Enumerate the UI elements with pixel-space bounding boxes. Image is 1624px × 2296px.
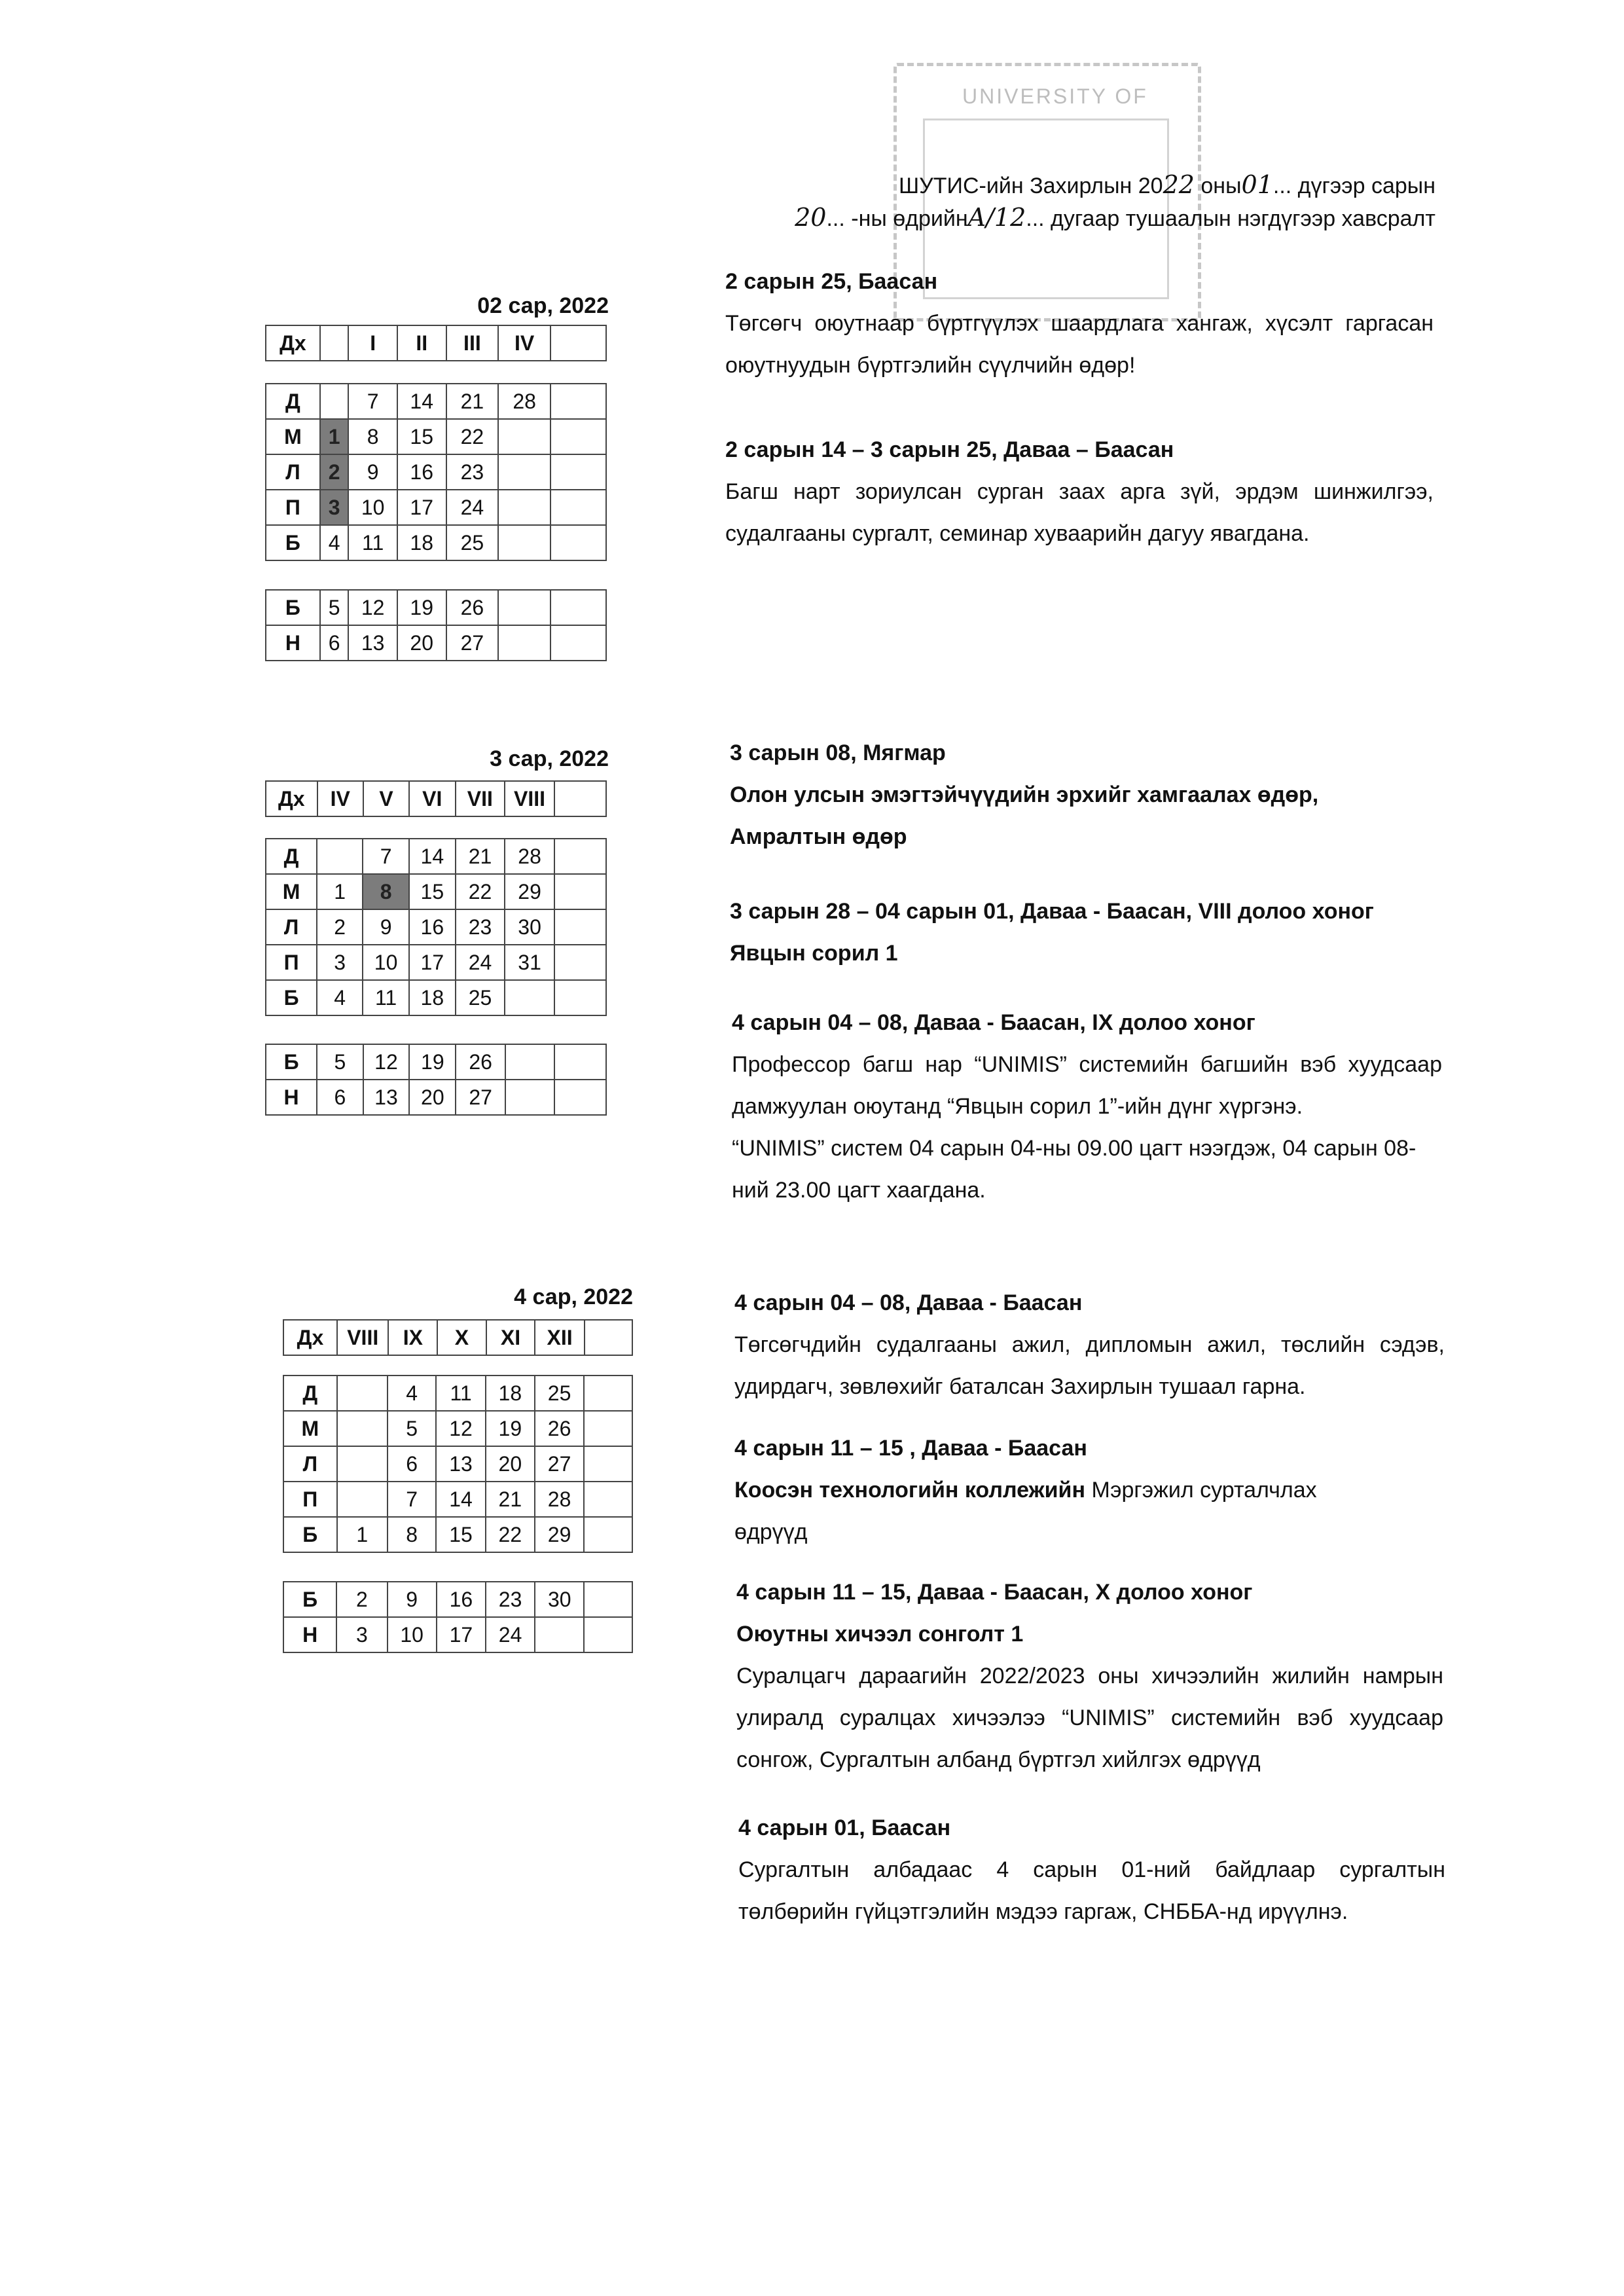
calendar-day-cell [584,1517,632,1552]
calendar-day-cell: 7 [388,1482,436,1517]
calendar-day-cell [554,874,606,909]
calendar-day-cell [584,1411,632,1446]
calendar-weekday-label: Б [283,1517,337,1552]
calendar-day-cell [550,419,606,454]
handwritten-month: 01 [1241,170,1273,199]
calendar-day-cell [535,1617,584,1652]
calendar-dx-label: Дх [266,781,317,816]
calendar-day-cell: 3 [320,490,349,525]
calendar-day-cell: 27 [456,1080,505,1115]
calendar-weekday-label: П [283,1482,337,1517]
calendar-day-cell: 10 [348,490,397,525]
calendar-day-cell: 10 [388,1617,437,1652]
event-title: 4 сарын 01, Баасан [738,1815,951,1840]
calendar-day-cell [498,454,550,490]
calendar-weekday-label: Н [266,625,320,661]
calendar-day-cell: 8 [363,874,409,909]
event-text: Төгсөгчдийн судалгааны ажил, дипломын ажил, төслийн сэдэв, удирдагч, зөвлөхийг баталсан Захирлын тушаал гарна. [734,1332,1445,1399]
calendar-day-cell: 18 [409,980,456,1015]
event-feb25 [725,261,1434,386]
calendar-weekday-label: Д [266,839,317,874]
event-mar28-apr01 [730,890,1443,974]
calendar-day-cell [550,625,606,661]
calendar-day-cell: 9 [348,454,397,490]
calendar-day-cell: 14 [409,839,456,874]
calendar-week-row [266,384,606,419]
calendar-weekday-label: Б [266,525,320,560]
event-text: Багш нарт зориулсан сурган заах арга зүй, эрдэм шинжилгээ, судалгааны сургалт, семинар хуваарийн дагуу явагдана. [725,479,1434,546]
event-title: 3 сарын 08, Мягмар [730,740,946,765]
calendar-weekday-label: Б [283,1582,336,1617]
calendar-day-cell: 17 [409,945,456,980]
calendar-day-cell [550,490,606,525]
calendar-day-cell [505,980,554,1015]
calendar-week-row [283,1376,632,1411]
calendar-week-number [550,325,606,361]
calendar-day-cell [498,490,550,525]
calendar-day-cell [320,384,349,419]
calendar-week-row [266,419,606,454]
calendar-week-row [266,945,606,980]
calendar-day-cell [498,419,550,454]
calendar-header-row [266,781,606,816]
calendar-week-row [266,874,606,909]
calendar-day-cell: 30 [505,909,554,945]
event-text-bold: Явцын сорил 1 [730,941,898,966]
event-apr04-08 [734,1282,1445,1408]
event-apr01 [738,1807,1445,1933]
calendar-weekday-label: Н [283,1617,336,1652]
calendar-mar-weekend [265,1044,607,1116]
calendar-day-cell: 3 [336,1617,387,1652]
calendar-day-cell: 24 [446,490,499,525]
event-text-rest: Мэргэжил сурталчлах өдрүүд [734,1478,1317,1544]
calendar-day-cell: 2 [336,1582,387,1617]
calendar-weekday-label: Л [266,454,320,490]
calendar-dx-label: Дх [266,325,320,361]
calendar-week-row [266,490,606,525]
calendar-day-cell: 12 [363,1044,410,1080]
event-title: 4 сарын 04 – 08, Даваа - Баасан, IX долоо хоног [732,1010,1255,1035]
calendar-day-cell: 5 [320,590,349,625]
calendar-day-cell [337,1411,388,1446]
event-mar08 [730,732,1437,858]
calendar-week-row [266,1044,606,1080]
calendar-week-row [266,625,606,661]
handwritten-order-number: A/12 [967,203,1026,232]
event-text: “UNIMIS” систем 04 сарын 04-ны 09.00 цагт нээгдэж, 04 сарын 08-ний 23.00 цагт хаагдана. [732,1136,1416,1203]
calendar-day-cell: 14 [397,384,446,419]
calendar-day-cell: 17 [397,490,446,525]
calendar-day-cell: 26 [446,590,499,625]
calendar-week-row [283,1482,632,1517]
calendar-week-number [554,781,606,816]
calendar-day-cell: 15 [397,419,446,454]
calendar-week-row [283,1617,632,1652]
calendar-week-number: VI [409,781,455,816]
event-text: Суралцагч дараагийн 2022/2023 оны хичээлийн жилийн намрын улиралд суралцах хичээлээ “UNIMIS” системийн вэб хуудсаар сонгож, Сургалтын албанд бүртгэл хийлгэх өдрүүд [736,1664,1443,1772]
calendar-day-cell: 3 [317,945,363,980]
calendar-apr-title: 4 сар, 2022 [514,1285,633,1309]
event-title: 4 сарын 11 – 15 , Даваа - Баасан [734,1436,1087,1461]
calendar-day-cell [584,1482,632,1517]
calendar-weekday-label: Н [266,1080,317,1115]
calendar-weekday-label: М [283,1411,337,1446]
calendar-day-cell: 25 [535,1376,584,1411]
calendar-mar-header [265,780,607,817]
calendar-day-cell: 4 [317,980,363,1015]
calendar-weekday-label: Д [266,384,320,419]
calendar-week-number: IV [317,781,363,816]
calendar-week-number: III [446,325,499,361]
calendar-day-cell: 19 [486,1411,535,1446]
calendar-day-cell: 12 [348,590,397,625]
calendar-day-cell: 21 [486,1482,535,1517]
calendar-day-cell [498,525,550,560]
calendar-week-row [266,454,606,490]
calendar-day-cell [554,980,606,1015]
event-text: Төгсөгч оюутнаар бүртгүүлэх шаардлага хангаж, хүсэлт гаргасан оюутнуудын бүртгэлийн сүүлчийн өдөр! [725,311,1434,378]
calendar-day-cell [554,839,606,874]
calendar-day-cell [554,1044,606,1080]
calendar-day-cell: 11 [436,1376,485,1411]
header-text: ... дугаар тушаалын нэгдүгээр хавсралт [1026,206,1435,231]
calendar-weekday-label: М [266,874,317,909]
calendar-day-cell: 1 [337,1517,388,1552]
calendar-day-cell: 13 [348,625,397,661]
calendar-day-cell: 16 [409,909,456,945]
calendar-day-cell: 23 [456,909,505,945]
calendar-day-cell: 7 [348,384,397,419]
calendar-apr-weekdays [283,1375,633,1553]
calendar-week-row [266,590,606,625]
calendar-mar-weekdays [265,838,607,1016]
calendar-week-row [283,1411,632,1446]
event-title: 4 сарын 11 – 15, Даваа - Баасан, X долоо хоног [736,1580,1253,1605]
calendar-day-cell: 28 [505,839,554,874]
event-text-bold: Амралтын өдөр [730,824,907,849]
calendar-day-cell: 11 [348,525,397,560]
calendar-day-cell [498,625,550,661]
calendar-week-number: XI [486,1320,535,1355]
calendar-week-row [283,1517,632,1552]
calendar-day-cell: 5 [388,1411,436,1446]
event-title: 2 сарын 25, Баасан [725,269,938,294]
calendar-day-cell: 19 [397,590,446,625]
calendar-week-row [283,1582,632,1617]
appendix-header-line2 [795,200,1435,236]
calendar-day-cell: 5 [317,1044,363,1080]
calendar-day-cell: 25 [456,980,505,1015]
calendar-week-number: II [397,325,446,361]
calendar-day-cell: 17 [437,1617,486,1652]
calendar-day-cell: 26 [456,1044,505,1080]
calendar-day-cell [584,1446,632,1482]
calendar-week-number: V [363,781,409,816]
calendar-week-number: VIII [505,781,554,816]
calendar-mar-title: 3 сар, 2022 [490,746,609,771]
calendar-day-cell: 2 [317,909,363,945]
calendar-day-cell: 10 [363,945,409,980]
calendar-day-cell: 15 [436,1517,485,1552]
calendar-day-cell [554,1080,606,1115]
event-text: Профессор багш нар “UNIMIS” системийн багшийн вэб хуудсаар дамжуулан оюутанд “Явцын сорил 1”-ийн дүнг хүргэнэ. [732,1052,1442,1119]
calendar-weekday-label: П [266,945,317,980]
handwritten-day: 20 [795,203,827,232]
calendar-day-cell: 27 [446,625,499,661]
header-text: ШУТИС-ийн Захирлын 20 [899,173,1163,198]
calendar-day-cell: 20 [409,1080,456,1115]
calendar-day-cell: 23 [446,454,499,490]
calendar-day-cell: 24 [456,945,505,980]
calendar-day-cell [337,1376,388,1411]
calendar-day-cell [550,590,606,625]
calendar-day-cell: 6 [317,1080,363,1115]
calendar-day-cell [337,1446,388,1482]
event-apr04-08-week9 [732,1002,1442,1211]
calendar-day-cell: 4 [320,525,349,560]
calendar-day-cell: 6 [320,625,349,661]
calendar-day-cell: 28 [535,1482,584,1517]
calendar-day-cell: 28 [498,384,550,419]
calendar-week-row [266,525,606,560]
header-text: ... дүгээр сарын [1272,173,1435,198]
calendar-day-cell: 30 [535,1582,584,1617]
calendar-apr-header [283,1319,633,1356]
calendar-week-row [266,839,606,874]
calendar-feb-title: 02 сар, 2022 [477,293,609,318]
calendar-week-row [266,980,606,1015]
calendar-day-cell: 21 [446,384,499,419]
calendar-weekday-label: Б [266,590,320,625]
calendar-day-cell: 9 [363,909,409,945]
calendar-dx-label: Дх [283,1320,337,1355]
event-text: Сургалтын албадаас 4 сарын 01-ний байдлаар сургалтын төлбөрийн гүйцэтгэлийн мэдээ гаргаж, СНББА-нд ирүүлнэ. [738,1857,1445,1924]
calendar-header-row [266,325,606,361]
calendar-day-cell: 12 [436,1411,485,1446]
calendar-feb-header [265,325,607,361]
calendar-day-cell: 20 [486,1446,535,1482]
calendar-day-cell: 16 [397,454,446,490]
calendar-day-cell: 4 [388,1376,436,1411]
calendar-header-row [283,1320,632,1355]
calendar-day-cell: 26 [535,1411,584,1446]
event-apr11-15-college [734,1427,1389,1553]
calendar-week-number [320,325,349,361]
calendar-day-cell: 13 [363,1080,410,1115]
calendar-day-cell: 22 [446,419,499,454]
event-feb14-mar25 [725,429,1434,555]
calendar-week-number [585,1320,632,1355]
calendar-weekday-label: М [266,419,320,454]
event-text-bold: Коосэн технологийн коллежийн [734,1478,1085,1503]
calendar-week-number: X [437,1320,486,1355]
calendar-day-cell: 25 [446,525,499,560]
calendar-day-cell: 29 [535,1517,584,1552]
calendar-day-cell: 14 [436,1482,485,1517]
calendar-day-cell [584,1617,632,1652]
calendar-day-cell [550,454,606,490]
calendar-day-cell: 2 [320,454,349,490]
calendar-day-cell: 22 [456,874,505,909]
header-text: ... -ны өдрийн [826,206,968,231]
calendar-day-cell [498,590,550,625]
calendar-day-cell: 23 [486,1582,535,1617]
calendar-feb-weekdays [265,383,607,561]
calendar-day-cell: 24 [486,1617,535,1652]
event-text-bold: Оюутны хичээл сонголт 1 [736,1622,1024,1647]
calendar-week-row [266,1080,606,1115]
calendar-day-cell: 8 [388,1517,436,1552]
calendar-day-cell: 7 [363,839,409,874]
calendar-apr-weekend [283,1581,633,1653]
calendar-day-cell: 13 [436,1446,485,1482]
calendar-day-cell: 1 [320,419,349,454]
calendar-feb-weekend [265,589,607,661]
header-text: оны [1200,173,1242,198]
calendar-day-cell [337,1482,388,1517]
calendar-day-cell: 31 [505,945,554,980]
calendar-day-cell [505,1044,554,1080]
calendar-week-row [266,909,606,945]
calendar-day-cell [505,1080,554,1115]
calendar-day-cell [584,1582,632,1617]
calendar-weekday-label: Д [283,1376,337,1411]
event-title: 2 сарын 14 – 3 сарын 25, Даваа – Баасан [725,437,1174,462]
calendar-weekday-label: Л [283,1446,337,1482]
event-apr11-15-week10 [736,1571,1443,1781]
calendar-day-cell: 27 [535,1446,584,1482]
calendar-day-cell [554,945,606,980]
calendar-week-number: IV [498,325,550,361]
calendar-day-cell [584,1376,632,1411]
calendar-day-cell [317,839,363,874]
calendar-weekday-label: П [266,490,320,525]
calendar-day-cell [550,384,606,419]
calendar-day-cell: 18 [397,525,446,560]
calendar-day-cell: 19 [409,1044,456,1080]
calendar-week-number: XII [535,1320,584,1355]
calendar-day-cell: 9 [388,1582,437,1617]
calendar-weekday-label: Л [266,909,317,945]
appendix-header-line1 [899,167,1435,204]
calendar-day-cell: 1 [317,874,363,909]
calendar-day-cell: 16 [437,1582,486,1617]
calendar-week-number: VII [456,781,505,816]
calendar-day-cell [550,525,606,560]
event-title: 3 сарын 28 – 04 сарын 01, Даваа - Баасан, VIII долоо хоног [730,899,1374,924]
calendar-week-number: IX [388,1320,437,1355]
calendar-day-cell: 6 [388,1446,436,1482]
stamp-text: UNIVERSITY OF [962,84,1148,108]
calendar-week-row [283,1446,632,1482]
event-text-bold: Олон улсын эмэгтэйчүүдийн эрхийг хамгаалах өдөр, [730,782,1319,807]
calendar-day-cell: 15 [409,874,456,909]
calendar-day-cell: 29 [505,874,554,909]
calendar-day-cell: 21 [456,839,505,874]
calendar-weekday-label: Б [266,980,317,1015]
calendar-day-cell: 11 [363,980,409,1015]
calendar-weekday-label: Б [266,1044,317,1080]
calendar-day-cell: 22 [486,1517,535,1552]
calendar-week-number: I [348,325,397,361]
handwritten-year: 22 [1163,170,1195,199]
event-title: 4 сарын 04 – 08, Даваа - Баасан [734,1290,1083,1315]
calendar-day-cell: 20 [397,625,446,661]
calendar-day-cell: 18 [486,1376,535,1411]
event-text [734,1469,1389,1553]
calendar-day-cell [554,909,606,945]
calendar-day-cell: 8 [348,419,397,454]
calendar-week-number: VIII [337,1320,389,1355]
